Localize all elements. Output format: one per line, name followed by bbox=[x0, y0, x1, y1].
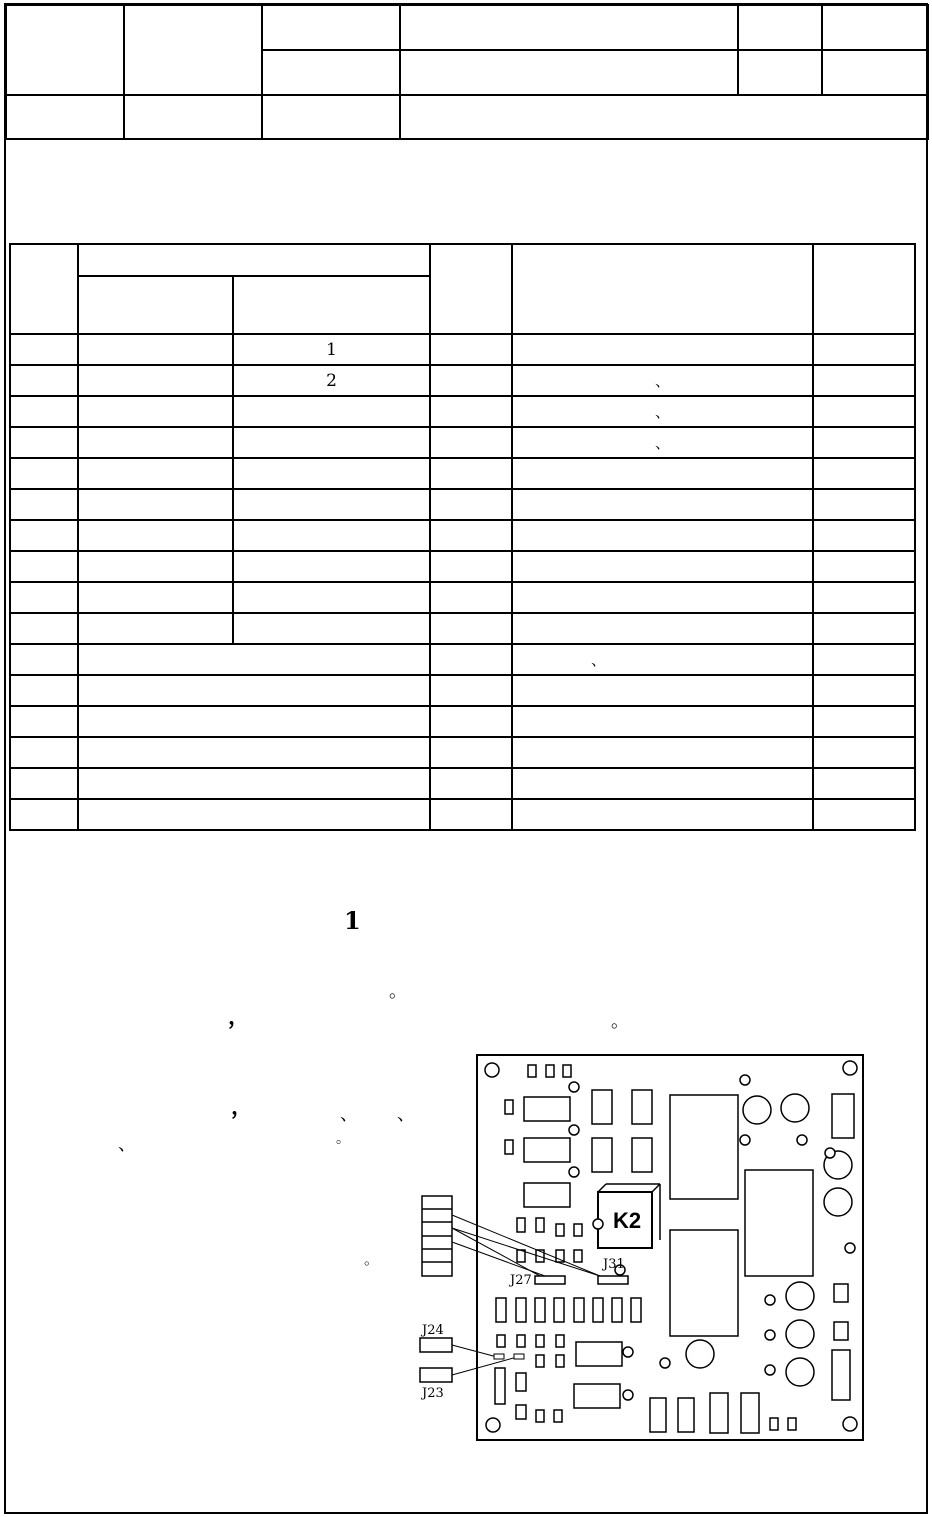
text-mark: 、 bbox=[340, 1104, 358, 1125]
table-cell-b bbox=[233, 427, 430, 458]
table-cell-e bbox=[813, 365, 915, 396]
header-cell bbox=[822, 5, 928, 50]
table-cell-e bbox=[813, 737, 915, 768]
table-cell-c bbox=[430, 551, 512, 582]
header-cell bbox=[400, 50, 738, 95]
table-row bbox=[10, 551, 915, 582]
header-cell bbox=[400, 95, 928, 139]
header-cell bbox=[738, 50, 822, 95]
col-e-header bbox=[813, 244, 915, 334]
table-row bbox=[10, 706, 915, 737]
table-cell-b bbox=[233, 489, 430, 520]
j27-label: J27 bbox=[510, 1273, 532, 1288]
text-mark: 。 bbox=[336, 1131, 350, 1147]
table-cell-c bbox=[430, 427, 512, 458]
col-index-header bbox=[10, 244, 78, 334]
col-d-header bbox=[512, 244, 813, 334]
table-cell-d bbox=[512, 737, 813, 768]
table-cell-idx bbox=[10, 520, 78, 551]
table-cell-d: 、 bbox=[512, 396, 813, 427]
table-cell-idx bbox=[10, 551, 78, 582]
table-cell-merged bbox=[78, 768, 430, 799]
table-cell-b bbox=[233, 551, 430, 582]
table-cell-d bbox=[512, 706, 813, 737]
table-cell-idx bbox=[10, 365, 78, 396]
table-cell-e bbox=[813, 458, 915, 489]
text-mark: 。 bbox=[389, 981, 407, 1002]
table-cell-a bbox=[78, 334, 233, 365]
table-cell-merged bbox=[78, 644, 430, 675]
j24-label: J24 bbox=[422, 1323, 444, 1338]
table-cell-a bbox=[78, 396, 233, 427]
table-cell-idx bbox=[10, 427, 78, 458]
table-cell-d bbox=[512, 768, 813, 799]
col-a-header bbox=[78, 276, 233, 334]
table-cell-d bbox=[512, 334, 813, 365]
table-cell-d bbox=[512, 489, 813, 520]
table-cell-d bbox=[512, 675, 813, 706]
table-cell-a bbox=[78, 365, 233, 396]
table-cell-b: 2 bbox=[233, 365, 430, 396]
table-cell-d: 、 bbox=[512, 427, 813, 458]
table-cell-e bbox=[813, 551, 915, 582]
table-cell-idx bbox=[10, 768, 78, 799]
table-row bbox=[10, 365, 915, 396]
table-cell-idx bbox=[10, 644, 78, 675]
table-cell-b bbox=[233, 520, 430, 551]
table-row bbox=[10, 582, 915, 613]
table-cell-idx bbox=[10, 706, 78, 737]
table-cell-idx bbox=[10, 613, 78, 644]
table-cell-d bbox=[512, 582, 813, 613]
table-cell-c bbox=[430, 396, 512, 427]
j31-label: J31 bbox=[603, 1257, 625, 1272]
table-cell-c bbox=[430, 613, 512, 644]
col-c-header bbox=[430, 244, 512, 334]
table-cell-c bbox=[430, 334, 512, 365]
table-cell-merged bbox=[78, 799, 430, 830]
table-cell-d: 、 bbox=[512, 365, 813, 396]
header-cell bbox=[262, 50, 400, 95]
table-row bbox=[10, 396, 915, 427]
table-cell-c bbox=[430, 365, 512, 396]
table-cell-e bbox=[813, 768, 915, 799]
table-cell-merged bbox=[78, 706, 430, 737]
table-cell-a bbox=[78, 551, 233, 582]
table-cell-a bbox=[78, 582, 233, 613]
table-cell-idx bbox=[10, 334, 78, 365]
table-cell-d bbox=[512, 520, 813, 551]
table-cell-b bbox=[233, 396, 430, 427]
header-cell bbox=[822, 50, 928, 95]
text-mark: 、 bbox=[118, 1134, 136, 1155]
table-cell-e bbox=[813, 520, 915, 551]
table-cell-d bbox=[512, 799, 813, 830]
table-cell-idx bbox=[10, 582, 78, 613]
parts-table bbox=[9, 243, 916, 831]
table-row bbox=[10, 520, 915, 551]
table-row bbox=[10, 458, 915, 489]
circuit-board-diagram bbox=[405, 1050, 875, 1450]
table-cell-d: 、 bbox=[512, 644, 813, 675]
text-mark: ， bbox=[231, 1094, 254, 1120]
table-cell-idx bbox=[10, 799, 78, 830]
table-cell-e bbox=[813, 396, 915, 427]
table-cell-c bbox=[430, 737, 512, 768]
table-cell-c bbox=[430, 520, 512, 551]
table-cell-e bbox=[813, 706, 915, 737]
table-cell-d bbox=[512, 458, 813, 489]
col-group-header bbox=[78, 244, 430, 276]
header-cell bbox=[6, 95, 124, 139]
table-cell-e bbox=[813, 489, 915, 520]
table-cell-e bbox=[813, 613, 915, 644]
header-cell bbox=[124, 95, 262, 139]
table-cell-idx bbox=[10, 489, 78, 520]
table-row bbox=[10, 427, 915, 458]
header-cell bbox=[6, 5, 124, 95]
table-cell-d bbox=[512, 551, 813, 582]
table-cell-idx bbox=[10, 396, 78, 427]
table-row bbox=[10, 613, 915, 644]
table-cell-c bbox=[430, 675, 512, 706]
header-table bbox=[5, 4, 929, 140]
table-cell-b bbox=[233, 458, 430, 489]
header-cell bbox=[124, 5, 262, 95]
table-cell-e bbox=[813, 582, 915, 613]
table-row bbox=[10, 334, 915, 365]
header-cell bbox=[262, 5, 400, 50]
text-mark: ， bbox=[228, 1004, 251, 1030]
table-cell-a bbox=[78, 427, 233, 458]
col-b-header bbox=[233, 276, 430, 334]
relay-label: K2 bbox=[613, 1208, 642, 1233]
table-cell-merged bbox=[78, 675, 430, 706]
table-cell-idx bbox=[10, 675, 78, 706]
table-cell-a bbox=[78, 520, 233, 551]
table-cell-b: 1 bbox=[233, 334, 430, 365]
table-row bbox=[10, 799, 915, 830]
table-cell-c bbox=[430, 706, 512, 737]
table-row bbox=[10, 675, 915, 706]
table-cell-idx bbox=[10, 737, 78, 768]
header-cell bbox=[400, 5, 738, 50]
table-row bbox=[10, 644, 915, 675]
table-cell-a bbox=[78, 489, 233, 520]
table-cell-c bbox=[430, 489, 512, 520]
table-cell-e bbox=[813, 427, 915, 458]
section-number: 1 bbox=[344, 906, 361, 935]
table-cell-c bbox=[430, 799, 512, 830]
table-cell-d bbox=[512, 613, 813, 644]
j23-label: J23 bbox=[422, 1386, 444, 1401]
table-cell-a bbox=[78, 458, 233, 489]
table-cell-e bbox=[813, 799, 915, 830]
table-cell-e bbox=[813, 334, 915, 365]
table-row bbox=[10, 768, 915, 799]
table-cell-b bbox=[233, 613, 430, 644]
text-mark: 、 bbox=[397, 1104, 415, 1125]
table-cell-e bbox=[813, 644, 915, 675]
table-cell-c bbox=[430, 768, 512, 799]
header-cell bbox=[738, 5, 822, 50]
table-cell-c bbox=[430, 582, 512, 613]
header-cell bbox=[262, 95, 400, 139]
table-cell-c bbox=[430, 644, 512, 675]
table-row bbox=[10, 737, 915, 768]
table-cell-a bbox=[78, 613, 233, 644]
text-mark: 。 bbox=[611, 1011, 629, 1032]
table-cell-merged bbox=[78, 737, 430, 768]
table-cell-b bbox=[233, 582, 430, 613]
text-mark: 。 bbox=[364, 1250, 380, 1268]
table-row bbox=[10, 489, 915, 520]
table-cell-c bbox=[430, 458, 512, 489]
table-cell-idx bbox=[10, 458, 78, 489]
table-cell-e bbox=[813, 675, 915, 706]
